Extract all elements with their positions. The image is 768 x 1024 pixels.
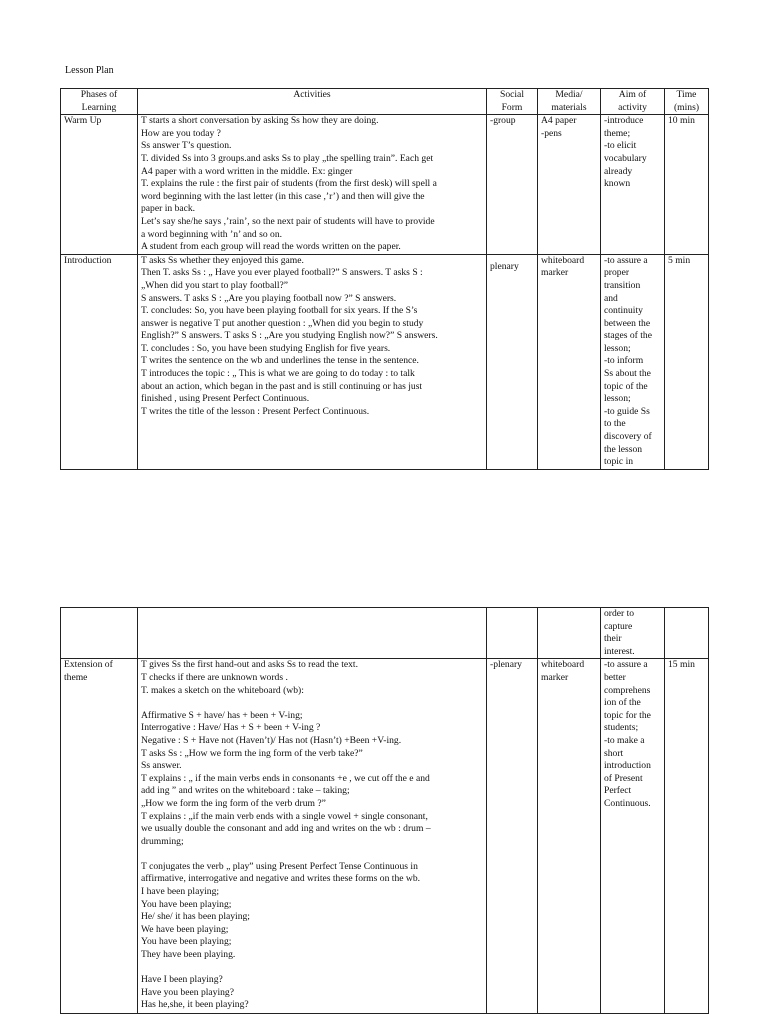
activity-line: affirmative, interrogative and negative and writes these forms on the wb. xyxy=(141,873,421,885)
activity-line: Affirmative S + have/ has + been + V-ing; xyxy=(141,709,303,721)
header-aim: Aim of activity xyxy=(601,89,665,115)
cell-line: order to xyxy=(604,608,635,619)
cell-line: stages of the xyxy=(604,330,652,342)
activities-warm-up xyxy=(138,115,487,255)
activity-line: Has he,she, it been playing? xyxy=(141,999,249,1011)
activity-line: A student from each group will read the words written on the paper. xyxy=(141,241,401,253)
cell-line: topic for the xyxy=(604,709,651,721)
aim-extension-of-theme xyxy=(601,659,665,1014)
activity-line: English?” S answers. T asks S : „Are you studying English now?” S answers. xyxy=(141,330,438,342)
social-extension-of-theme: -plenary xyxy=(487,659,538,1014)
cell-line: of Present xyxy=(604,772,643,784)
activity-line: You have been playing; xyxy=(141,898,232,910)
cell-line: -to elicit xyxy=(604,140,637,152)
activity-line: T asks Ss : „How we form the ing form of the verb take?” xyxy=(141,747,363,759)
activity-line: I have been playing; xyxy=(141,886,220,898)
activity-line: T. makes a sketch on the whiteboard (wb): xyxy=(141,684,304,696)
cell-line: vocabulary xyxy=(604,152,647,164)
activity-line: Let’s say she/he says ,’rain’, so the next pair of students will have to provide xyxy=(141,215,435,227)
cell-line: -to assure a xyxy=(604,254,648,266)
activity-line: T starts a short conversation by asking Ss how they are doing. xyxy=(141,115,379,127)
header-activities: Activities xyxy=(138,89,487,115)
cell-line: transition xyxy=(604,279,641,291)
time-warm-up: 10 min xyxy=(665,115,709,255)
activity-line: T. concludes : So, you have been studying English for five years. xyxy=(141,342,391,354)
activity-line: Ss answer. xyxy=(141,760,182,772)
activity-line: T gives Ss the first hand-out and asks Ss to read the text. xyxy=(141,659,358,671)
activity-line: Have you been playing? xyxy=(141,986,234,998)
cell-line: already xyxy=(604,165,633,177)
media-extension-of-theme xyxy=(538,659,601,1014)
media-warm-up xyxy=(538,115,601,255)
time-extension-of-theme: 15 min xyxy=(665,659,709,1014)
lesson-plan-table-page-1 xyxy=(60,88,709,470)
activity-line: T explains : „if the main verb ends with a single vowel + single consonant, xyxy=(141,810,428,822)
cell-line: to the xyxy=(604,418,626,430)
activity-line: Then T. asks Ss : „ Have you ever played football?” S answers. T asks S : xyxy=(141,267,423,279)
activity-line: add ing ” and writes on the whiteboard : take – taking; xyxy=(141,785,350,797)
row-introduction xyxy=(61,254,709,469)
aim-continued xyxy=(601,608,665,659)
activity-line: Negative : S + Have not (Haven’t)/ Has not (Hasn’t) +Been +V-ing. xyxy=(141,734,402,746)
activity-line: „How we form the ing form of the verb drum ?” xyxy=(141,797,326,809)
activity-line xyxy=(141,848,483,861)
activity-line: How are you today ? xyxy=(141,127,221,139)
activity-line: a word beginning with ’n’ and so on. xyxy=(141,228,283,240)
activity-line: T. explains the rule : the first pair of students (from the first desk) will spell a xyxy=(141,178,437,190)
cell-line: introduction xyxy=(604,760,651,772)
activity-line: T checks if there are unknown words . xyxy=(141,671,288,683)
document-title: Lesson Plan xyxy=(65,65,114,76)
activities-introduction xyxy=(138,254,487,469)
cell-line: Ss about the xyxy=(604,368,651,380)
header-time: Time (mins) xyxy=(665,89,709,115)
cell-line: marker xyxy=(541,267,569,279)
activity-line xyxy=(141,962,483,975)
cell-line: better xyxy=(604,671,626,683)
cell-line: discovery of xyxy=(604,431,652,443)
cell-line: proper xyxy=(604,267,630,279)
cell-line: between the xyxy=(604,317,651,329)
activity-line: drumming; xyxy=(141,835,184,847)
cell-line: ion of the xyxy=(604,697,641,709)
cell-line: topic in xyxy=(604,456,634,468)
activities-extension-of-theme xyxy=(138,659,487,1014)
activity-line: we usually double the consonant and add ing and writes on the wb : drum – xyxy=(141,823,431,835)
cell-line: -to make a xyxy=(604,734,645,746)
cell-line: theme; xyxy=(604,127,631,139)
media-introduction xyxy=(538,254,601,469)
cell-line: -to assure a xyxy=(604,659,648,671)
activity-line: about an action, which began in the past and is still continuing or has just xyxy=(141,380,423,392)
cell-line: A4 paper xyxy=(541,115,577,127)
activity-line: „When did you start to play football?” xyxy=(141,279,289,291)
cell-line: their xyxy=(604,633,622,645)
aim-introduction xyxy=(601,254,665,469)
header-media: Media/ materials xyxy=(538,89,601,115)
header-row xyxy=(61,89,709,115)
cell-line: capture xyxy=(604,620,633,632)
phase-extension-of-theme: Extension of theme xyxy=(61,659,138,1014)
cell-line: whiteboard xyxy=(541,254,585,266)
cell-line: interest. xyxy=(604,645,635,657)
activity-line: Ss answer T’s question. xyxy=(141,140,232,152)
activity-line: T explains : „ if the main verbs ends in consonants +e , we cut off the e and xyxy=(141,772,430,784)
cell-line: -to inform xyxy=(604,355,644,367)
activity-line: T writes the sentence on the wb and underlines the tense in the sentence. xyxy=(141,355,419,367)
activity-line: He/ she/ it has been playing; xyxy=(141,911,250,923)
aim-warm-up xyxy=(601,115,665,255)
cell-line: lesson; xyxy=(604,393,631,405)
activity-line: Have I been playing? xyxy=(141,974,223,986)
activity-line: Interrogative : Have/ Has + S + been + V-ing ? xyxy=(141,722,321,734)
activity-line: T. concludes: So, you have been playing football for six years. If the S’s xyxy=(141,305,418,317)
header-social-form: Social Form xyxy=(487,89,538,115)
cell-line: -pens xyxy=(541,127,562,139)
activity-line: A4 paper with a word written in the middle. Ex: ginger xyxy=(141,165,353,177)
cell-line: known xyxy=(604,178,631,190)
activity-line: You have been playing; xyxy=(141,936,232,948)
activity-line: They have been playing. xyxy=(141,949,236,961)
cell-line: Continuous. xyxy=(604,797,651,809)
activity-line: T. divided Ss into 3 groups.and asks Ss to play „the spelling train”. Each get xyxy=(141,152,434,164)
activity-line: We have been playing; xyxy=(141,923,229,935)
cell-line: students; xyxy=(604,722,639,734)
activity-line: answer is negative T put another question : „When did you begin to study xyxy=(141,317,424,329)
activity-line: T conjugates the verb „ play” using Present Perfect Tense Continuous in xyxy=(141,860,418,872)
cell-line: short xyxy=(604,747,624,759)
lesson-plan-table-page-2 xyxy=(60,607,709,1014)
row-warm-up xyxy=(61,115,709,255)
social-introduction: plenary xyxy=(487,254,538,469)
activity-line: finished , using Present Perfect Continuous. xyxy=(141,393,310,405)
activity-line: word beginning with the last letter (in this case ,’r’) and then will give the xyxy=(141,190,425,202)
cell-line: topic of the xyxy=(604,380,648,392)
activity-line: T asks Ss whether they enjoyed this game. xyxy=(141,254,304,266)
phase-introduction: Introduction xyxy=(61,254,138,469)
cell-line: Perfect xyxy=(604,785,632,797)
cell-line: marker xyxy=(541,671,569,683)
activity-line: paper in back. xyxy=(141,203,196,215)
cell-line: the lesson xyxy=(604,443,643,455)
social-warm-up: -group xyxy=(487,115,538,255)
cell-line: comprehens xyxy=(604,684,651,696)
cell-line: -introduce xyxy=(604,115,644,127)
row-continued xyxy=(61,608,709,659)
phase-warm-up: Warm Up xyxy=(61,115,138,255)
activity-line: T writes the title of the lesson : Present Perfect Continuous. xyxy=(141,405,370,417)
cell-line: and xyxy=(604,292,618,304)
cell-line: continuity xyxy=(604,305,643,317)
activity-line: T introduces the topic : „ This is what we are going to do today : to talk xyxy=(141,368,415,380)
activity-line: S answers. T asks S : „Are you playing football now ?” S answers. xyxy=(141,292,397,304)
cell-line: lesson; xyxy=(604,342,631,354)
activity-line xyxy=(141,697,483,710)
header-phases: Phases of Learning xyxy=(61,89,138,115)
cell-line: -to guide Ss xyxy=(604,405,650,417)
time-introduction: 5 min xyxy=(665,254,709,469)
cell-line: whiteboard xyxy=(541,659,585,671)
row-extension-of-theme xyxy=(61,659,709,1014)
